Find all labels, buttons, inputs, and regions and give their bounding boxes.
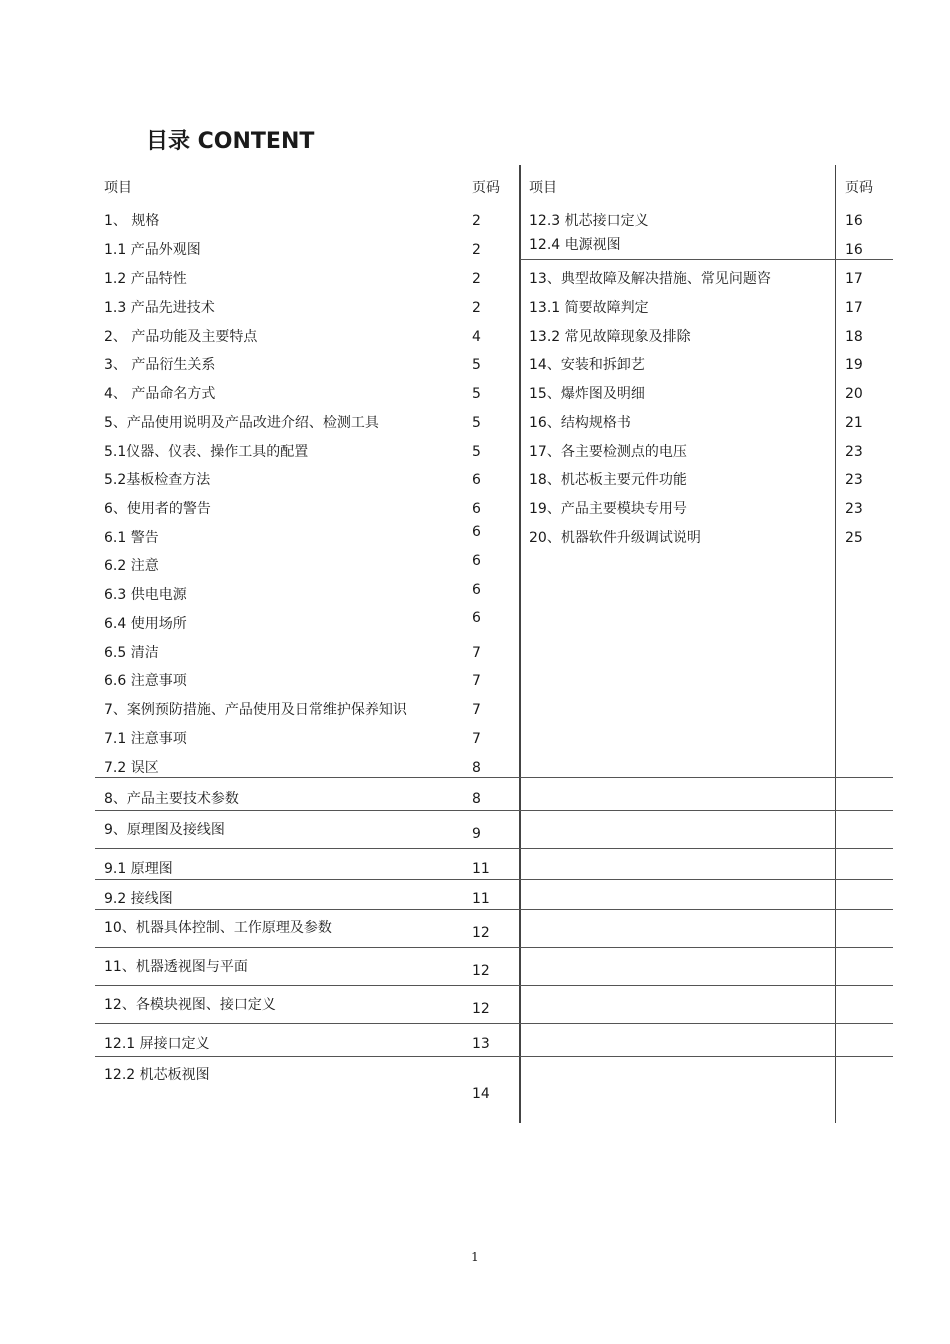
right-entry-item: 13、典型故障及解决措施、常见问题咨: [529, 271, 771, 287]
left-entry-page: 12: [472, 963, 490, 979]
left-entry-page: 5: [472, 415, 481, 431]
left-entry-item: 11、机器透视图与平面: [104, 959, 248, 975]
center-divider: [519, 165, 521, 1123]
right-entry-page: 23: [845, 501, 863, 517]
right-entry-page: 16: [845, 213, 863, 229]
left-entry-page: 4: [472, 329, 481, 345]
row-divider: [95, 777, 893, 778]
left-entry-page: 13: [472, 1036, 490, 1052]
left-entry-item: 6.6 注意事项: [104, 673, 187, 689]
left-entry-item: 6.4 使用场所: [104, 616, 187, 632]
left-entry-item: 9.2 接线图: [104, 891, 173, 907]
left-entry-page: 8: [472, 791, 481, 807]
row-divider: [95, 1023, 893, 1024]
left-entry-item: 9.1 原理图: [104, 861, 173, 877]
right-entry-item: 13.1 简要故障判定: [529, 300, 649, 316]
row-divider: [520, 259, 893, 260]
left-entry-item: 4、 产品命名方式: [104, 386, 216, 402]
left-entry-item: 1.3 产品先进技术: [104, 300, 215, 316]
right-page-divider: [835, 165, 836, 1123]
right-entry-page: 21: [845, 415, 863, 431]
left-entry-item: 12.1 屏接口定义: [104, 1036, 210, 1052]
right-entry-page: 18: [845, 329, 863, 345]
right-entry-item: 19、产品主要模块专用号: [529, 501, 687, 517]
left-entry-page: 12: [472, 1001, 490, 1017]
header-right-page: 页码: [845, 180, 873, 196]
left-entry-page: 6: [472, 610, 481, 626]
right-entry-item: 17、各主要检测点的电压: [529, 444, 687, 460]
left-entry-item: 6.3 供电电源: [104, 587, 187, 603]
right-entry-page: 20: [845, 386, 863, 402]
right-entry-item: 12.3 机芯接口定义: [529, 213, 649, 229]
left-entry-page: 2: [472, 271, 481, 287]
left-entry-page: 11: [472, 861, 490, 877]
left-entry-item: 7、案例预防措施、产品使用及日常维护保养知识: [104, 702, 407, 718]
left-entry-item: 1、 规格: [104, 213, 160, 229]
left-entry-page: 14: [472, 1086, 490, 1102]
page-title: 目录 CONTENT: [146, 129, 315, 154]
left-entry-item: 7.2 误区: [104, 760, 159, 776]
right-entry-page: 23: [845, 472, 863, 488]
left-entry-page: 7: [472, 673, 481, 689]
right-entry-item: 12.4 电源视图: [529, 237, 621, 253]
left-entry-item: 8、产品主要技术参数: [104, 791, 239, 807]
left-entry-item: 5、产品使用说明及产品改进介绍、检测工具: [104, 415, 379, 431]
left-entry-item: 7.1 注意事项: [104, 731, 187, 747]
row-divider: [95, 985, 893, 986]
row-divider: [95, 1056, 893, 1057]
right-entry-item: 16、结构规格书: [529, 415, 631, 431]
right-entry-item: 13.2 常见故障现象及排除: [529, 329, 691, 345]
left-entry-page: 5: [472, 444, 481, 460]
left-entry-page: 7: [472, 702, 481, 718]
left-entry-item: 6.5 清洁: [104, 645, 159, 661]
row-divider: [95, 810, 893, 811]
right-entry-page: 16: [845, 242, 863, 258]
left-entry-item: 1.2 产品特性: [104, 271, 187, 287]
left-entry-item: 5.2基板检查方法: [104, 472, 211, 488]
left-entry-page: 6: [472, 553, 481, 569]
left-entry-page: 6: [472, 501, 481, 517]
left-entry-page: 5: [472, 357, 481, 373]
right-entry-page: 25: [845, 530, 863, 546]
header-left-page: 页码: [472, 180, 500, 196]
page-number: 1: [471, 1250, 479, 1264]
left-entry-item: 6、使用者的警告: [104, 501, 211, 517]
left-entry-page: 7: [472, 645, 481, 661]
right-entry-item: 14、安装和拆卸艺: [529, 357, 645, 373]
left-entry-page: 11: [472, 891, 490, 907]
left-entry-page: 6: [472, 524, 481, 540]
left-entry-item: 12、各模块视图、接口定义: [104, 997, 276, 1013]
right-entry-item: 15、爆炸图及明细: [529, 386, 645, 402]
left-entry-item: 1.1 产品外观图: [104, 242, 201, 258]
left-entry-page: 6: [472, 582, 481, 598]
header-left-item: 项目: [104, 180, 132, 196]
right-entry-item: 20、机器软件升级调试说明: [529, 530, 701, 546]
left-entry-item: 10、机器具体控制、工作原理及参数: [104, 920, 332, 936]
left-entry-page: 2: [472, 242, 481, 258]
row-divider: [95, 909, 893, 910]
left-entry-page: 9: [472, 826, 481, 842]
left-entry-page: 5: [472, 386, 481, 402]
left-entry-item: 6.1 警告: [104, 530, 159, 546]
header-right-item: 项目: [529, 180, 557, 196]
left-entry-page: 8: [472, 760, 481, 776]
right-entry-page: 17: [845, 300, 863, 316]
left-entry-item: 6.2 注意: [104, 558, 159, 574]
left-entry-item: 12.2 机芯板视图: [104, 1067, 210, 1083]
right-entry-page: 23: [845, 444, 863, 460]
right-entry-item: 18、机芯板主要元件功能: [529, 472, 687, 488]
row-divider: [95, 947, 893, 948]
left-entry-item: 5.1仪器、仪表、操作工具的配置: [104, 444, 309, 460]
left-entry-page: 2: [472, 300, 481, 316]
left-entry-page: 6: [472, 472, 481, 488]
left-entry-item: 3、 产品衍生关系: [104, 357, 216, 373]
left-entry-page: 7: [472, 731, 481, 747]
left-entry-page: 12: [472, 925, 490, 941]
left-entry-page: 2: [472, 213, 481, 229]
row-divider: [95, 848, 893, 849]
left-entry-item: 9、原理图及接线图: [104, 822, 225, 838]
row-divider: [95, 879, 893, 880]
right-entry-page: 17: [845, 271, 863, 287]
right-entry-page: 19: [845, 357, 863, 373]
left-entry-item: 2、 产品功能及主要特点: [104, 329, 258, 345]
